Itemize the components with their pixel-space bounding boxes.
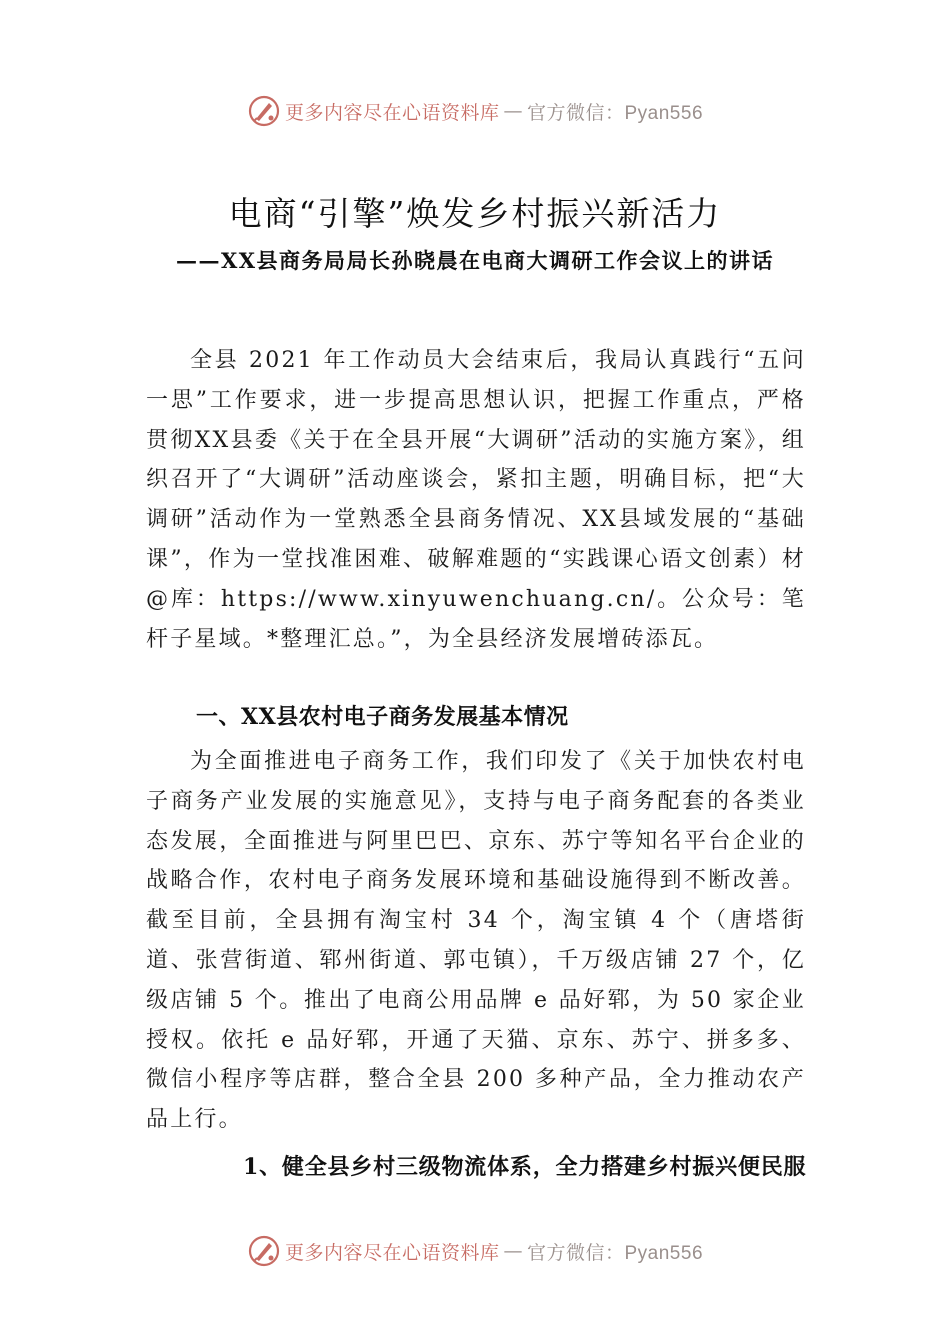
watermark-brand: 更多内容尽在心语资料库 [284,1241,500,1264]
footer-watermark [0,1234,950,1268]
subsection-heading-1: 1、健全县乡村三级物流体系，全力搭建乡村振兴便民服 [243,1154,807,1180]
watermark-wechat: 官方微信：Pyan556 [527,102,704,124]
paragraph-section-1: 为全面推进电子商务工作，我们印发了《关于加快农村电子商务产业发展的实施意见》，支持与电子商务配套的各类业态发展，全面推进与阿里巴巴、京东、苏宁等知名平台企业的战略合作，农村电子商务发展环境和基础设施得到不断改善。截至目前，全县拥有淘宝村 34 个，淘宝镇 4 个（唐塔街道、张营街道、郓州街道、郭屯镇），千万级店铺 27 个，亿级店铺 5 个。推出了电商公用品牌 e 品好郓，为 50 家企业授权。依托 e 品好郓，开通了天猫、京东、苏宁、拼多多、微信小程序等店群，整合全县 200 多种产品，全力推动农产品上行。 [146,749,806,1133]
watermark-separator: — [503,1240,523,1262]
watermark-brand: 更多内容尽在心语资料库 [284,101,500,124]
page-title: 电商“引擎”焕发乡村振兴新活力 [228,194,722,233]
page-subtitle: ——XX县商务局局长孙晓晨在电商大调研工作会议上的讲话 [175,248,775,273]
pen-feather-logo-icon [247,1234,281,1268]
section-heading-1: 一、XX县农村电子商务发展基本情况 [196,704,569,730]
watermark-wechat: 官方微信：Pyan556 [527,1242,704,1264]
header-watermark [0,94,950,128]
pen-feather-logo-icon [247,94,281,128]
paragraph-intro: 全县 2021 年工作动员大会结束后，我局认真践行“五问一思”工作要求，进一步提高思想认识，把握工作重点，严格贯彻XX县委《关于在全县开展“大调研”活动的实施方案》，组织召开了“大调研”活动座谈会，紧扣主题，明确目标，把“大调研”活动作为一堂熟悉全县商务情况、XX县域发展的“基础课”，作为一堂找准困难、破解难题的“实践课心语文创素）材@库：https://www.xinyuwenchuang.cn/。公众号：笔杆子星域。*整理汇总。”，为全县经济发展增砖添瓦。 [146,348,806,652]
watermark-separator: — [503,100,523,122]
